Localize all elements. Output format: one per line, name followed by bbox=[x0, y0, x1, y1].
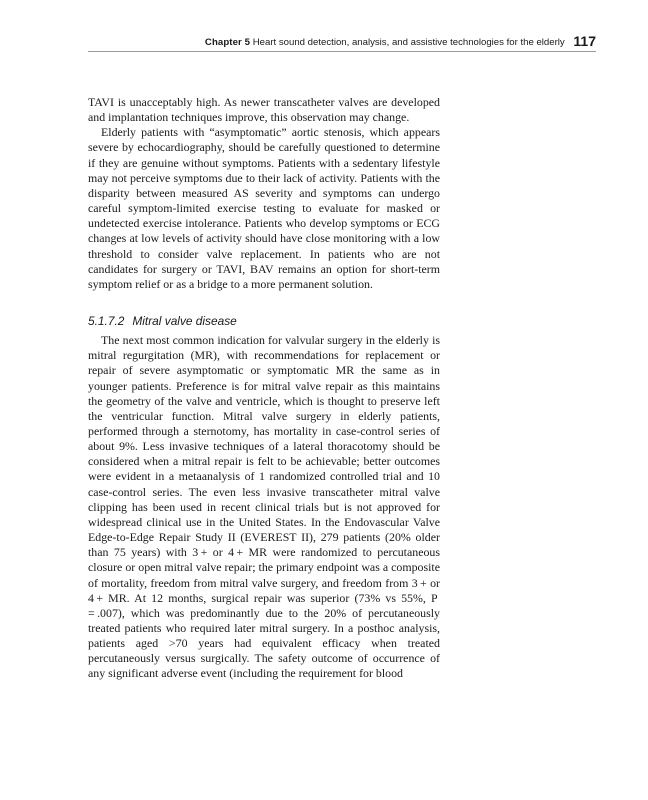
paragraph-mitral-regurgitation: The next most common indication for valvular surgery in the elderly is mitral regurgitation (MR), with recommendations for replacement or repair of severe asymptomatic or symptomatic MR the same as in younger patients. Preference is for mitral valve repair as this maintains the geometry of the valve and ventricle, which is thought to preserve left the ventricular function. Mitral valve surgery in elderly patients, performed through a sternotomy, has mortality in case-control series of about 9%. Less invasive techniques of a lateral thoracotomy should be considered when a mitral repair is felt to be achievable; better outcomes were evident in a metaanalysis of 1 randomized controlled trial and 10 case-control series. The even less invasive transcatheter mitral valve clipping has been used in recent clinical trials but is not approved for widespread clinical use in the United States. In the Endovascular Valve Edge-to-Edge Repair Study II (EVEREST II), 279 patients (20% older than 75 years) with 3 + or 4 + MR were randomized to percutaneous closure or open mitral valve repair; the primary endpoint was a composite of mortality, freedom from mitral valve surgery, and freedom from 3 + or 4 + MR. At 12 months, surgical repair was superior (73% vs 55%, P = .007), which was predominantly due to the 20% of percutaneously treated patients who required later mitral surgery. In a posthoc analysis, patients aged >70 years had equivalent efficacy when treated percutaneously versus surgically. The safety outcome of occurrence of any significant adverse event (including the requirement for blood bbox=[88, 333, 440, 681]
section-title: Mitral valve disease bbox=[132, 314, 237, 329]
section-number: 5.1.7.2 bbox=[88, 314, 125, 329]
running-head bbox=[88, 33, 596, 49]
chapter-title: Heart sound detection, analysis, and assistive technologies for the elderly bbox=[252, 37, 565, 48]
page-number: 117 bbox=[573, 33, 596, 49]
body-text bbox=[88, 95, 440, 682]
paragraph-asymptomatic-as: Elderly patients with “asymptomatic” aortic stenosis, which appears severe by echocardiography, should be carefully questioned to determine if they are genuine without symptoms. Patients with a sedentary lifestyle may not perceive symptoms due to their lack of activity. Patients with the disparity between measured AS severity and symptoms can undergo careful symptom-limited exercise testing to evaluate for masked or undetected exercise intolerance. Patients who develop symptoms or ECG changes at low levels of activity should have close monitoring with a low threshold to consider valve replacement. In patients who are not candidates for surgery or TAVI, BAV remains an option for short-term symptom relief or as a bridge to a more permanent solution. bbox=[88, 125, 440, 291]
header-rule bbox=[88, 51, 596, 52]
section-heading bbox=[88, 314, 440, 329]
chapter-label: Chapter 5 bbox=[204, 37, 251, 48]
paragraph-continuation: TAVI is unacceptably high. As newer transcatheter valves are developed and implantation techniques improve, this observation may change. bbox=[88, 95, 440, 125]
